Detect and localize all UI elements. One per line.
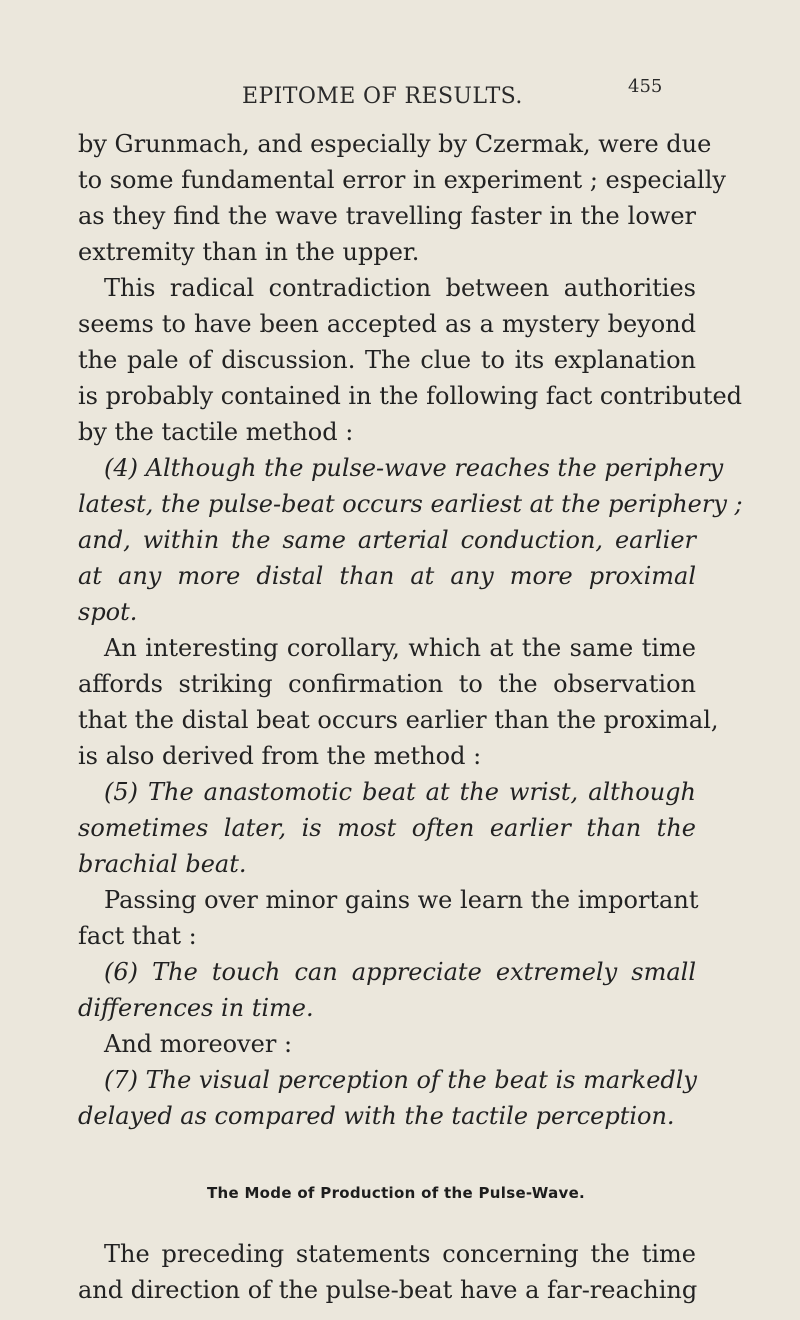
italic-statement <box>78 774 696 882</box>
text-line: (4) Although the pulse-wave reaches the periphery <box>104 454 724 482</box>
text-line: by Grunmach, and especially by Czermak, were due <box>78 130 712 158</box>
text-line: is probably contained in the following fact contributed <box>78 382 743 410</box>
text-line: is also derived from the method : <box>78 742 482 770</box>
text-line: sometimes later, is most often earlier than the <box>78 814 696 842</box>
text-line: latest, the pulse-beat occurs earliest at the periphery ; <box>78 490 743 518</box>
text-line: as they find the wave travelling faster in the lower <box>78 202 696 230</box>
italic-statement <box>78 954 696 1026</box>
paragraph <box>78 1026 696 1062</box>
paragraph <box>78 126 726 270</box>
section-heading: The Mode of Production of the Pulse-Wave. <box>206 1184 586 1202</box>
paragraph <box>78 1236 696 1308</box>
text-line: at any more distal than at any more proximal <box>78 562 696 590</box>
text-line: and direction of the pulse-beat have a far-reaching <box>78 1276 698 1304</box>
text-line: Passing over minor gains we learn the important <box>104 886 699 914</box>
paragraph <box>78 630 719 774</box>
text-line: by the tactile method : <box>78 418 354 446</box>
text-line: (6) The touch can appreciate extremely small <box>104 958 696 986</box>
running-title: EPITOME OF RESULTS. <box>242 84 523 109</box>
text-line: An interesting corollary, which at the same time <box>104 634 696 662</box>
text-line: fact that : <box>78 922 197 950</box>
running-head <box>0 76 800 120</box>
text-line: This radical contradiction between authorities <box>104 274 696 302</box>
italic-statement <box>78 450 743 630</box>
text-line: that the distal beat occurs earlier than the proximal, <box>78 706 719 734</box>
text-line: spot. <box>78 598 138 626</box>
text-line: (7) The visual perception of the beat is markedly <box>104 1066 697 1094</box>
text-line: And moreover : <box>104 1030 293 1058</box>
text-line: The preceding statements concerning the time <box>104 1240 696 1268</box>
paragraph <box>78 270 743 450</box>
paragraph <box>78 882 699 954</box>
text-line: differences in time. <box>78 994 314 1022</box>
text-line: extremity than in the upper. <box>78 238 420 266</box>
text-line: affords striking confirmation to the observation <box>78 670 696 698</box>
text-line: the pale of discussion. The clue to its explanation <box>78 346 696 374</box>
body-text <box>78 126 743 1308</box>
text-line: and, within the same arterial conduction, earlier <box>78 526 696 554</box>
text-line: delayed as compared with the tactile perception. <box>78 1102 675 1130</box>
text-line: brachial beat. <box>78 850 247 878</box>
italic-statement <box>78 1062 696 1134</box>
page-number: 455 <box>628 76 663 97</box>
text-line: (5) The anastomotic beat at the wrist, although <box>104 778 696 806</box>
text-line: to some fundamental error in experiment ; especially <box>78 166 726 194</box>
text-line: seems to have been accepted as a mystery beyond <box>78 310 696 338</box>
